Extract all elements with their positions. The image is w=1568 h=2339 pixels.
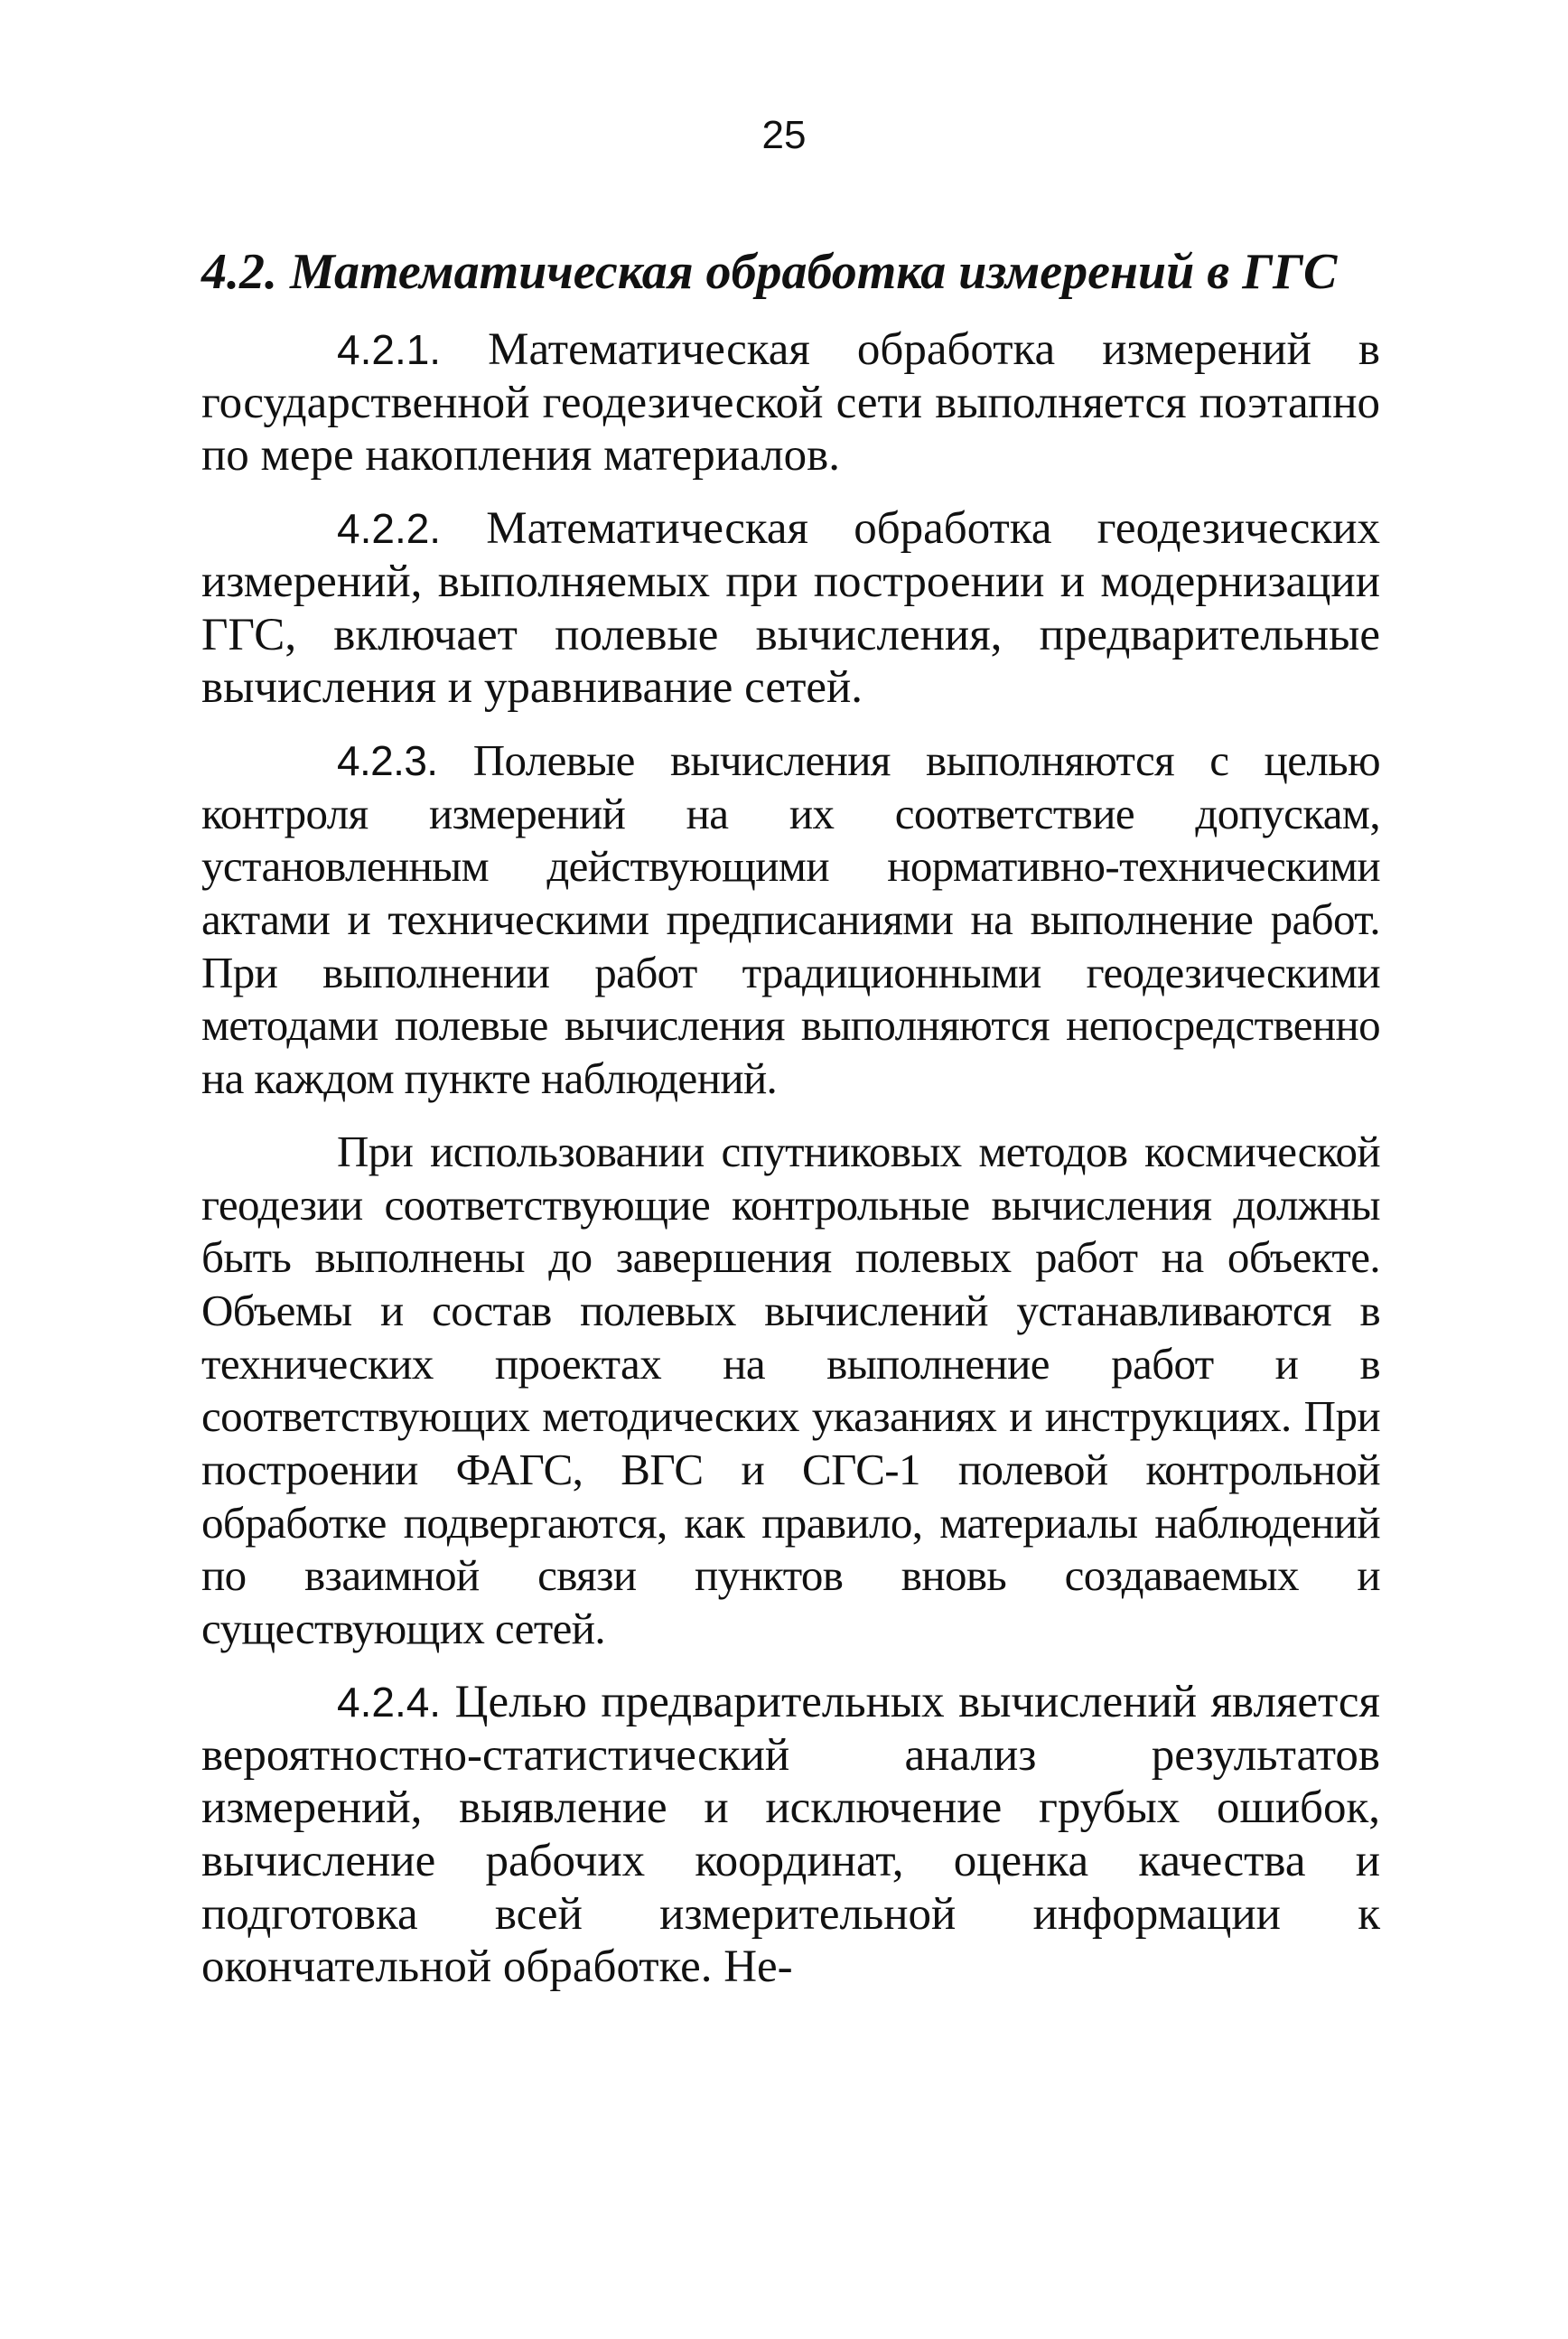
paragraph-4-2-2	[201, 502, 1380, 715]
paragraph-number: 4.2.2.	[337, 505, 442, 553]
paragraph-text: Целью предварительных вычислений является вероятностно-статистический анализ результатов измерений, выявление и исключение грубых ошибок, вычисление рабочих координат, оценка качества и подготовка всей измерительной информации к окончательной обработке. Не-	[201, 1676, 1380, 1993]
paragraph-number: 4.2.3.	[337, 736, 438, 784]
page-number: 25	[761, 113, 807, 157]
paragraph-satellite-methods	[201, 1126, 1380, 1656]
paragraph-4-2-1	[201, 323, 1380, 482]
paragraph-4-2-3	[201, 734, 1380, 1106]
paragraph-4-2-4	[201, 1676, 1380, 1994]
paragraph-text: Математическая обработка геодезических измерений, выполняемых при построении и модернизации ГГС, включает полевые вычисления, предварительные вычисления и уравнивание сетей.	[201, 503, 1381, 714]
paragraph-number: 4.2.1.	[337, 326, 442, 373]
body-text	[201, 323, 1380, 1994]
paragraph-text: Полевые вычисления выполняются с целью контроля измерений на их соответствие допускам, установленным действующими нормативно-техническими актами и техническими предписаниями на выполнение работ. При выполнении работ традиционными геодезическими методами полевые вычисления выполняются непосредственно на каждом пункте наблюдений.	[201, 734, 1380, 1104]
paragraph-text: При использовании спутниковых методов космической геодезии соответствующие контрольные вычисления должны быть выполнены до завершения полевых работ на объекте. Объемы и состав полевых вычислений устанавливаются в технических проектах на выполнение работ и в соответствующих методических указаниях и инструкциях. При построении ФАГС, ВГС и СГС-1 полевой контрольной обработке подвергаются, как правило, материалы наблюдений по взаимной связи пунктов вновь создаваемых и существующих сетей.	[201, 1126, 1380, 1654]
section-heading: 4.2. Математическая обработка измерений в ГГС	[201, 244, 1338, 300]
paragraph-text: Математическая обработка измерений в государственной геодезической сети выполняется поэтапно по мере накопления материалов.	[201, 324, 1380, 482]
paragraph-number: 4.2.4.	[337, 1678, 442, 1726]
